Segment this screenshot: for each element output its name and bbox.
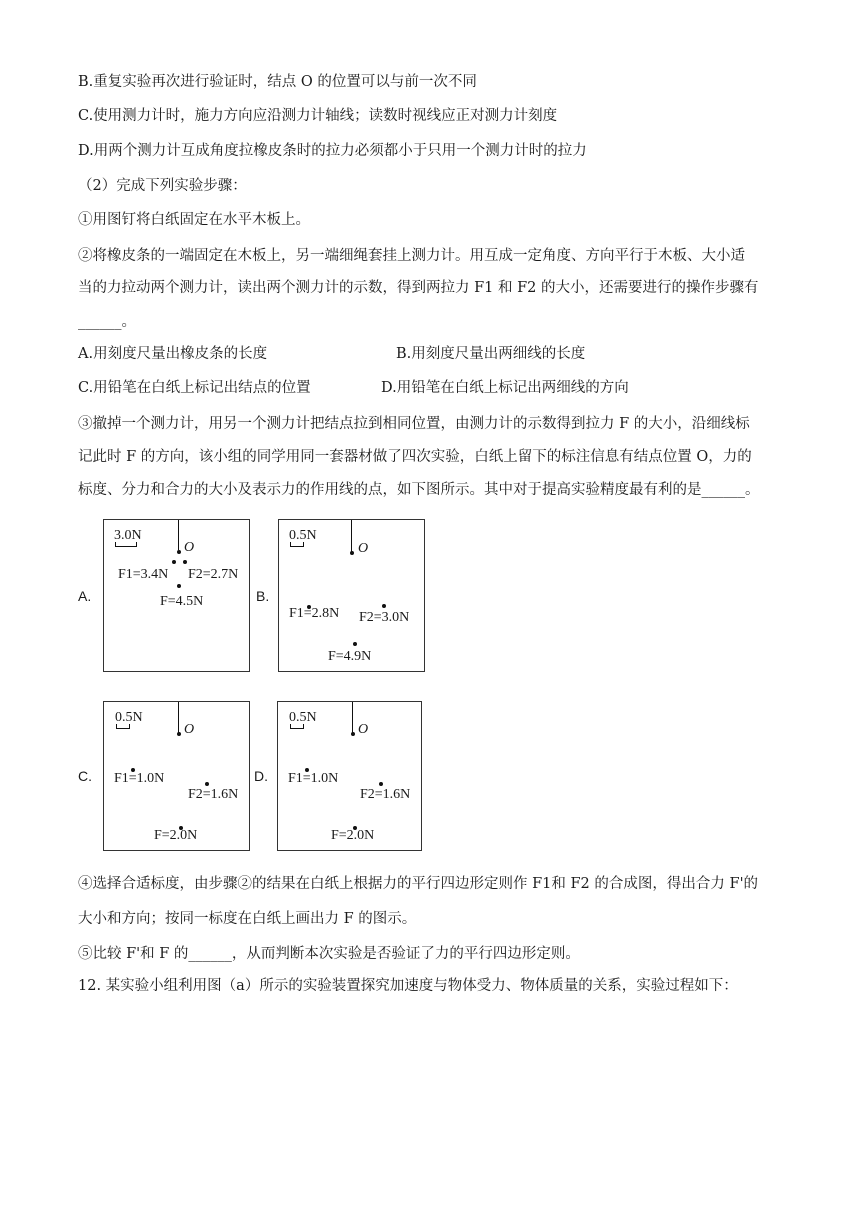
f-label: F=4.5N [160,594,204,609]
panel-b-label: B. [256,588,270,604]
panel-a [103,519,250,672]
f-label: F=2.0N [154,828,198,843]
knot-label: O [358,541,369,556]
scale-label: 0.5N [289,528,317,543]
knot-label: O [184,722,195,737]
choice-a: A.用刻度尺量出橡皮条的长度 [78,346,268,362]
f1-point [172,560,176,564]
rubber-band-line [351,520,352,552]
f1-label: F1=1.0N [288,771,339,786]
f1-label: F1=3.4N [118,567,169,582]
f2-point [205,782,209,786]
f2-point [382,604,386,608]
f-point [177,584,181,588]
step-2-line-2: 当的力拉动两个测力计，读出两个测力计的示数，得到两拉力 F1 和 F2 的大小，还需要进行的操作步骤有 [78,280,759,296]
scale-label: 0.5N [115,710,143,725]
step-2-blank: ______。 [78,314,136,330]
f2-label: F2=3.0N [359,610,410,625]
f2-point [183,560,187,564]
scale-label: 0.5N [289,710,317,725]
panel-d [277,701,422,851]
option-d-statement: D.用两个测力计互成角度拉橡皮条时的拉力必须都小于只用一个测力计时的拉力 [78,143,587,159]
panel-b [278,519,425,672]
scale-bar [290,724,304,729]
step-2-line-1: ②将橡皮条的一端固定在木板上，另一端细绳套挂上测力计。用互成一定角度、方向平行于木板、大小适 [78,248,745,264]
scale-bar [115,542,137,547]
choice-c: C.用铅笔在白纸上标记出结点的位置 [78,380,311,396]
option-b-statement: B.重复实验再次进行验证时，结点 O 的位置可以与前一次不同 [78,74,477,90]
f-point [353,642,357,646]
rubber-band-line [178,702,179,733]
panel-c [103,701,250,851]
knot-point-o [350,551,354,555]
f2-label: F2=2.7N [188,567,239,582]
f1-label: F1=1.0N [114,771,165,786]
step-4-line-1: ④选择合适标度，由步骤②的结果在白纸上根据力的平行四边形定则作 F1和 F2 的合成图，得出合力 F'的 [78,876,759,892]
step-3-line-2: 记此时 F 的方向，该小组的同学用同一套器材做了四次实验，白纸上留下的标注信息有结点位置 O，力的 [78,449,752,465]
knot-point-o [177,550,181,554]
step-1: ①用图钉将白纸固定在水平木板上。 [78,212,310,228]
f2-label: F2=1.6N [188,787,239,802]
f2-point [379,782,383,786]
option-c-statement: C.使用测力计时，施力方向应沿测力计轴线；读数时视线应正对测力计刻度 [78,108,558,124]
rubber-band-line [178,520,179,550]
choice-d: D.用铅笔在白纸上标记出两细线的方向 [381,380,629,396]
choice-b: B.用刻度尺量出两细线的长度 [396,346,586,362]
panel-d-label: D. [254,768,268,784]
step-3-line-3: 标度、分力和合力的大小及表示力的作用线的点，如下图所示。其中对于提高实验精度最有利的是______。 [78,482,760,498]
knot-point-o [351,732,355,736]
scale-label: 3.0N [114,528,142,543]
panel-a-label: A. [78,588,92,604]
knot-point-o [177,732,181,736]
rubber-band-line [352,702,353,733]
f1-label: F1=2.8N [289,606,340,621]
f2-label: F2=1.6N [360,787,411,802]
knot-label: O [184,540,195,555]
step-4-line-2: 大小和方向；按同一标度在白纸上画出力 F 的图示。 [78,911,417,927]
question-12: 12. 某实验小组利用图（a）所示的实验装置探究加速度与物体受力、物体质量的关系，实验过程如下： [78,978,738,994]
f-label: F=2.0N [331,828,375,843]
panel-c-label: C. [78,768,92,784]
f-label: F=4.9N [328,649,372,664]
part-2-heading: （2）完成下列实验步骤： [78,178,247,194]
scale-bar [116,724,130,729]
step-5: ⑤比较 F'和 F 的______，从而判断本次实验是否验证了力的平行四边形定则。 [78,946,580,962]
scale-bar [290,542,304,547]
step-3-line-1: ③撤掉一个测力计，用另一个测力计把结点拉到相同位置，由测力计的示数得到拉力 F 的大小，沿细线标 [78,416,750,432]
knot-label: O [358,722,369,737]
